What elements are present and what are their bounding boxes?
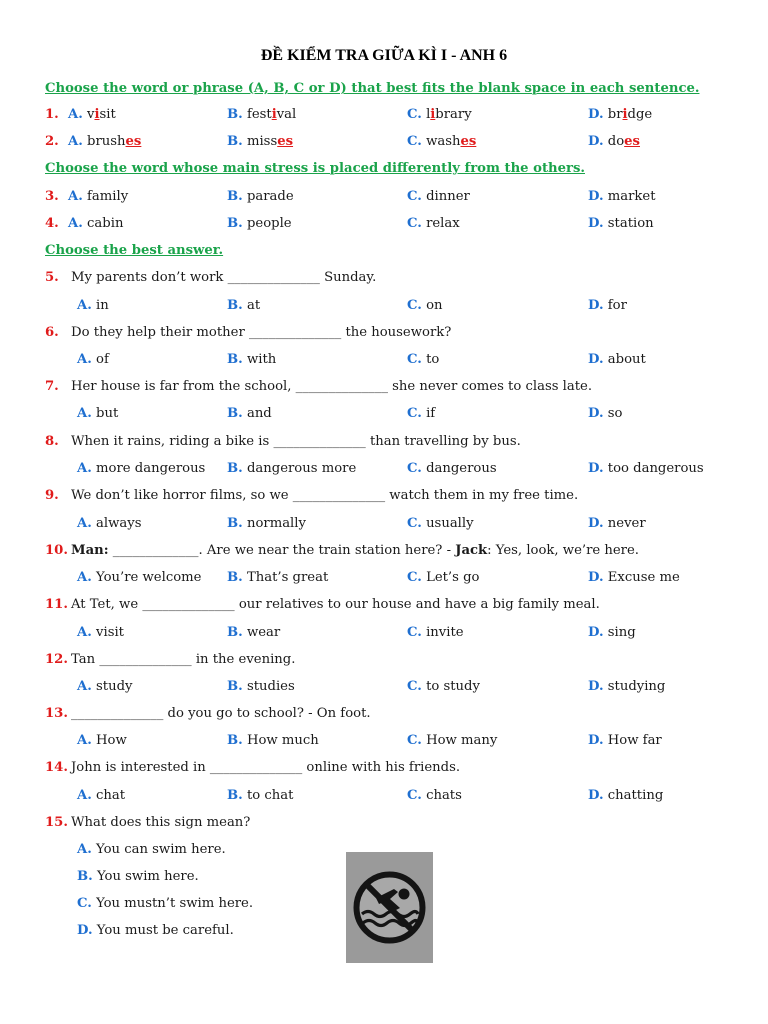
question-9-stem xyxy=(0,488,768,508)
question-number: 6. xyxy=(45,325,59,340)
option-a[interactable]: A. You’re welcome xyxy=(77,570,202,585)
option-b[interactable]: B. misses xyxy=(227,134,294,149)
option-b[interactable]: B. festival xyxy=(227,107,297,122)
option-c[interactable]: C. usually xyxy=(407,516,474,531)
question-text: Man: _____________. Are we near the train station here? - Jack: Yes, look, we’re here. xyxy=(71,543,639,558)
question-number: 15. xyxy=(45,815,68,830)
question-13-stem xyxy=(0,706,768,726)
question-number: 5. xyxy=(45,270,59,285)
option-c[interactable]: C. How many xyxy=(407,733,498,748)
option-b[interactable]: B. at xyxy=(227,298,261,313)
question-text: Her house is far from the school, ______________ she never comes to class late. xyxy=(71,379,593,394)
question-5-stem xyxy=(0,270,768,290)
question-7-stem xyxy=(0,379,768,399)
question-number: 14. xyxy=(45,760,68,775)
option-a[interactable]: A. visit xyxy=(68,107,116,122)
question-2 xyxy=(0,134,768,154)
option-c[interactable]: C. dangerous xyxy=(407,461,497,476)
question-3 xyxy=(0,189,768,209)
question-15-stem xyxy=(0,815,768,835)
question-5-options xyxy=(0,298,768,318)
option-a[interactable]: A. in xyxy=(77,298,109,313)
option-d[interactable]: D. for xyxy=(588,298,627,313)
option-c[interactable]: C. to xyxy=(407,352,440,367)
question-9-options xyxy=(0,516,768,536)
question-14-options xyxy=(0,788,768,808)
speaker-man: Man: xyxy=(71,543,109,558)
option-b[interactable]: B. to chat xyxy=(227,788,294,803)
option-c[interactable]: C. on xyxy=(407,298,443,313)
option-b[interactable]: B. You swim here. xyxy=(77,869,199,884)
option-a[interactable]: A. cabin xyxy=(68,216,124,231)
option-a[interactable]: A. study xyxy=(77,679,133,694)
option-a[interactable]: A. always xyxy=(77,516,142,531)
question-number: 1. xyxy=(45,107,59,122)
speaker-jack: Jack xyxy=(455,543,488,558)
option-d[interactable]: D. Excuse me xyxy=(588,570,680,585)
question-number: 2. xyxy=(45,134,59,149)
question-number: 7. xyxy=(45,379,59,394)
question-text: My parents don’t work ______________ Sunday. xyxy=(71,270,377,285)
question-6-stem xyxy=(0,325,768,345)
question-14-stem xyxy=(0,760,768,780)
question-7-options xyxy=(0,406,768,426)
question-10-stem xyxy=(0,543,768,563)
question-text: John is interested in ______________ online with his friends. xyxy=(71,760,461,775)
option-d[interactable]: D. so xyxy=(588,406,623,421)
question-text: Do they help their mother ______________ the housework? xyxy=(71,325,452,340)
question-number: 8. xyxy=(45,434,59,449)
question-10-options xyxy=(0,570,768,590)
instruction-3: Choose the best answer. xyxy=(45,243,224,258)
question-text: At Tet, we ______________ our relatives to our house and have a big family meal. xyxy=(71,597,600,612)
question-11-stem xyxy=(0,597,768,617)
option-d[interactable]: D. about xyxy=(588,352,646,367)
option-a[interactable]: A. family xyxy=(68,189,129,204)
option-c[interactable]: C. dinner xyxy=(407,189,470,204)
option-a[interactable]: A. more dangerous xyxy=(77,461,206,476)
option-c[interactable]: C. relax xyxy=(407,216,460,231)
option-d[interactable]: D. sing xyxy=(588,625,636,640)
question-8-stem xyxy=(0,434,768,454)
option-b[interactable]: B. and xyxy=(227,406,272,421)
option-d[interactable]: D. How far xyxy=(588,733,662,748)
question-text: When it rains, riding a bike is ______________ than travelling by bus. xyxy=(71,434,521,449)
option-c[interactable]: C. invite xyxy=(407,625,464,640)
option-a[interactable]: A. of xyxy=(77,352,109,367)
option-a[interactable]: A. You can swim here. xyxy=(77,842,226,857)
instruction-1: Choose the word or phrase (A, B, C or D) that best fits the blank space in each sentence. xyxy=(45,81,700,96)
option-c[interactable]: C. to study xyxy=(407,679,480,694)
option-b[interactable]: B. That’s great xyxy=(227,570,329,585)
question-1 xyxy=(0,107,768,127)
question-number: 13. xyxy=(45,706,68,721)
question-number: 10. xyxy=(45,543,68,558)
question-number: 11. xyxy=(45,597,68,612)
question-12-stem xyxy=(0,652,768,672)
question-text: We don’t like horror films, so we ______________ watch them in my free time. xyxy=(71,488,579,503)
question-11-options xyxy=(0,625,768,645)
option-b[interactable]: B. normally xyxy=(227,516,306,531)
option-d[interactable]: D. never xyxy=(588,516,646,531)
option-d[interactable]: D. station xyxy=(588,216,654,231)
question-text: What does this sign mean? xyxy=(71,815,251,830)
option-a[interactable]: A. but xyxy=(77,406,119,421)
option-d[interactable]: D. market xyxy=(588,189,656,204)
no-swimming-sign-icon xyxy=(346,852,433,963)
question-text: ______________ do you go to school? - On foot. xyxy=(71,706,371,721)
option-d[interactable]: D. chatting xyxy=(588,788,664,803)
option-b[interactable]: B. wear xyxy=(227,625,281,640)
option-d[interactable]: D. too dangerous xyxy=(588,461,704,476)
option-c[interactable]: C. chats xyxy=(407,788,462,803)
option-b[interactable]: B. dangerous more xyxy=(227,461,357,476)
option-d[interactable]: D. studying xyxy=(588,679,666,694)
option-d[interactable]: D. does xyxy=(588,134,640,149)
option-d[interactable]: D. You must be careful. xyxy=(77,923,234,938)
question-number: 12. xyxy=(45,652,68,667)
question-number: 9. xyxy=(45,488,59,503)
instruction-2: Choose the word whose main stress is placed differently from the others. xyxy=(45,161,585,176)
option-b[interactable]: B. studies xyxy=(227,679,295,694)
option-c[interactable]: C. Let’s go xyxy=(407,570,480,585)
option-c[interactable]: C. You mustn’t swim here. xyxy=(77,896,254,911)
option-b[interactable]: B. people xyxy=(227,216,292,231)
option-a[interactable]: A. visit xyxy=(77,625,124,640)
option-b[interactable]: B. with xyxy=(227,352,277,367)
option-c[interactable]: C. washes xyxy=(407,134,477,149)
option-a[interactable]: A. How xyxy=(77,733,127,748)
question-number: 4. xyxy=(45,216,59,231)
option-a[interactable]: A. brushes xyxy=(68,134,142,149)
option-d[interactable]: D. bridge xyxy=(588,107,653,122)
question-number: 3. xyxy=(45,189,59,204)
option-c[interactable]: C. if xyxy=(407,406,436,421)
option-b[interactable]: B. How much xyxy=(227,733,319,748)
question-13-options xyxy=(0,733,768,753)
option-c[interactable]: C. library xyxy=(407,107,472,122)
page-title: ĐỀ KIỂM TRA GIỮA KÌ I - ANH 6 xyxy=(260,47,508,64)
question-12-options xyxy=(0,679,768,699)
option-a[interactable]: A. chat xyxy=(77,788,126,803)
question-text: Tan ______________ in the evening. xyxy=(71,652,296,667)
question-6-options xyxy=(0,352,768,372)
question-4 xyxy=(0,216,768,236)
option-b[interactable]: B. parade xyxy=(227,189,294,204)
question-8-options xyxy=(0,461,768,481)
